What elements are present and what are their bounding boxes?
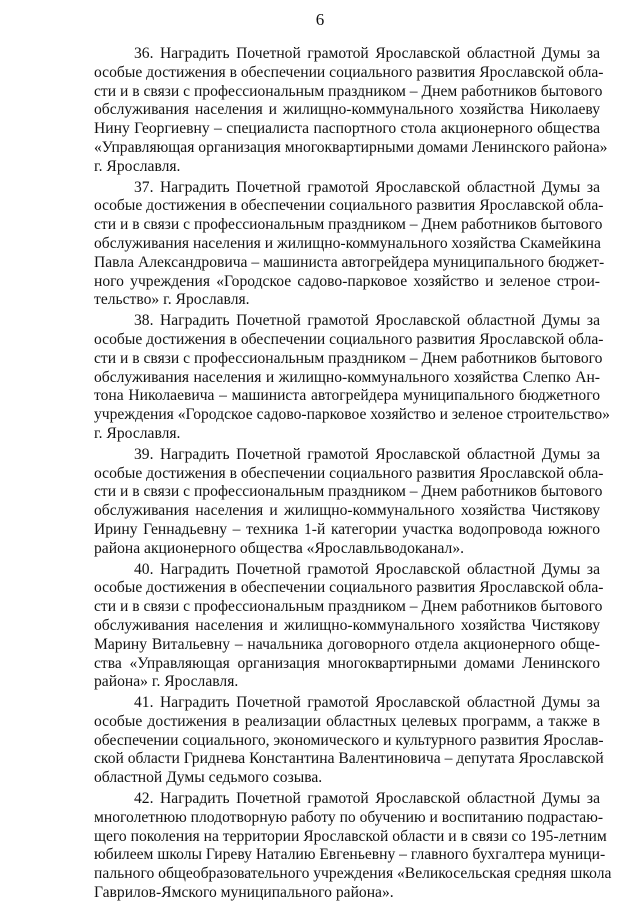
paragraph-line: сти и в связи с профессиональным праздником – Днем работников бытового <box>94 483 603 501</box>
paragraph-line: обслуживания населения и жилищно-коммунального хозяйства Чистякову <box>94 502 600 520</box>
paragraph-line: 42. Наградить Почетной грамотой Ярославской областной Думы за <box>134 790 600 808</box>
paragraph-line: сти и в связи с профессиональным праздником – Днем работников бытового <box>94 349 603 367</box>
paragraph-line: щего поколения на территории Ярославской области и в связи со 195-летним <box>94 827 607 845</box>
paragraph-line: 36. Наградить Почетной грамотой Ярославской областной Думы за <box>134 45 600 62</box>
paragraph-line: района» г. Ярославля. <box>94 673 239 691</box>
paragraph-line: ской области Гриднева Константина Валентиновича – депутата Ярославской <box>94 750 604 768</box>
paragraph-line: г. Ярославля. <box>94 157 181 175</box>
paragraph-line: обеспечении социального, экономического и культурного развития Ярослав- <box>94 731 604 749</box>
paragraph-line: г. Ярославля. <box>94 424 181 442</box>
paragraph-line: особые достижения в реализации областных целевых программ, а также в <box>94 712 600 730</box>
paragraph-line: Ирину Геннадьевну – техника 1-й категории участка водопровода южного <box>94 520 600 538</box>
award-paragraph <box>94 178 605 311</box>
award-paragraph <box>94 560 604 693</box>
paragraph-line: «Управляющая организация многоквартирными домами Ленинского района» <box>94 138 608 156</box>
page-number: 6 <box>315 10 325 29</box>
paragraph-line: 40. Наградить Почетной грамотой Ярославской областной Думы за <box>134 560 600 578</box>
paragraph-line: многолетнюю плодотворную работу по обучению и воспитанию подрастаю- <box>94 808 604 826</box>
award-paragraph <box>94 694 604 788</box>
paragraph-line: 41. Наградить Почетной грамотой Ярославской областной Думы за <box>134 694 600 712</box>
paragraph-line: особые достижения в обеспечении социального развития Ярославской обла- <box>94 197 604 215</box>
paragraph-line: особые достижения в обеспечении социального развития Ярославской обла- <box>94 579 604 597</box>
paragraph-line: Марину Витальевну – начальника договорного отдела акционерного обще- <box>94 635 600 653</box>
paragraph-line: Нину Георгиевну – специалиста паспортного стола акционерного общества <box>94 120 600 138</box>
paragraph-line: Гаврилов-Ямского муниципального района». <box>94 884 394 902</box>
award-paragraph <box>94 790 612 903</box>
paragraph-line: учреждения «Городское садово-парковое хозяйство и зеленое строительство» <box>94 406 610 424</box>
paragraph-line: обслуживания населения и жилищно-коммунального хозяйства Николаеву <box>94 101 600 119</box>
paragraph-line: тельство» г. Ярославля. <box>94 291 250 309</box>
paragraph-line: 37. Наградить Почетной грамотой Ярославской областной Думы за <box>134 178 600 196</box>
paragraph-line: особые достижения в обеспечении социального развития Ярославской обла- <box>94 330 604 348</box>
paragraph-line: обслуживания населения и жилищно-коммунального хозяйства Чистякову <box>94 616 600 634</box>
paragraph-line: ного учреждения «Городское садово-парковое хозяйство и зеленое строи- <box>94 272 600 290</box>
paragraph-line: тона Николаевича – машиниста автогрейдера муниципального бюджетного <box>94 387 600 405</box>
paragraph-line: 38. Наградить Почетной грамотой Ярославской областной Думы за <box>134 312 600 330</box>
award-paragraph <box>94 45 608 177</box>
paragraph-line: сти и в связи с профессиональным праздником – Днем работников бытового <box>94 598 603 616</box>
paragraph-line: сти и в связи с профессиональным праздником – Днем работников бытового <box>94 216 603 234</box>
paragraph-line: 39. Наградить Почетной грамотой Ярославской областной Думы за <box>134 445 600 463</box>
paragraph-line: обслуживания населения и жилищно-коммунального хозяйства Скамейкина <box>94 234 601 252</box>
paragraph-line: обслуживания населения и жилищно-коммунального хозяйства Слепко Ан- <box>94 368 600 386</box>
paragraph-line: пального общеобразовательного учреждения «Великосельская средняя школа <box>94 865 612 883</box>
award-paragraph <box>94 445 604 559</box>
document-body <box>94 45 612 905</box>
paragraph-line: областной Думы седьмого созыва. <box>94 769 323 787</box>
award-paragraph <box>94 312 610 444</box>
paragraph-line: Павла Александровича – машиниста автогрейдера муниципального бюджет- <box>94 253 605 271</box>
paragraph-line: особые достижения в обеспечении социального развития Ярославской обла- <box>94 464 604 482</box>
paragraph-line: особые достижения в обеспечении социального развития Ярославской обла- <box>94 63 604 81</box>
paragraph-line: ства «Управляющая организация многоквартирными домами Ленинского <box>94 654 600 672</box>
paragraph-line: сти и в связи с профессиональным праздником – Днем работников бытового <box>94 82 603 100</box>
paragraph-line: юбилеем школы Гиреву Наталию Евгеньевну – главного бухгалтера муници- <box>94 846 606 864</box>
paragraph-line: района акционерного общества «Ярославльводоканал». <box>94 539 465 557</box>
